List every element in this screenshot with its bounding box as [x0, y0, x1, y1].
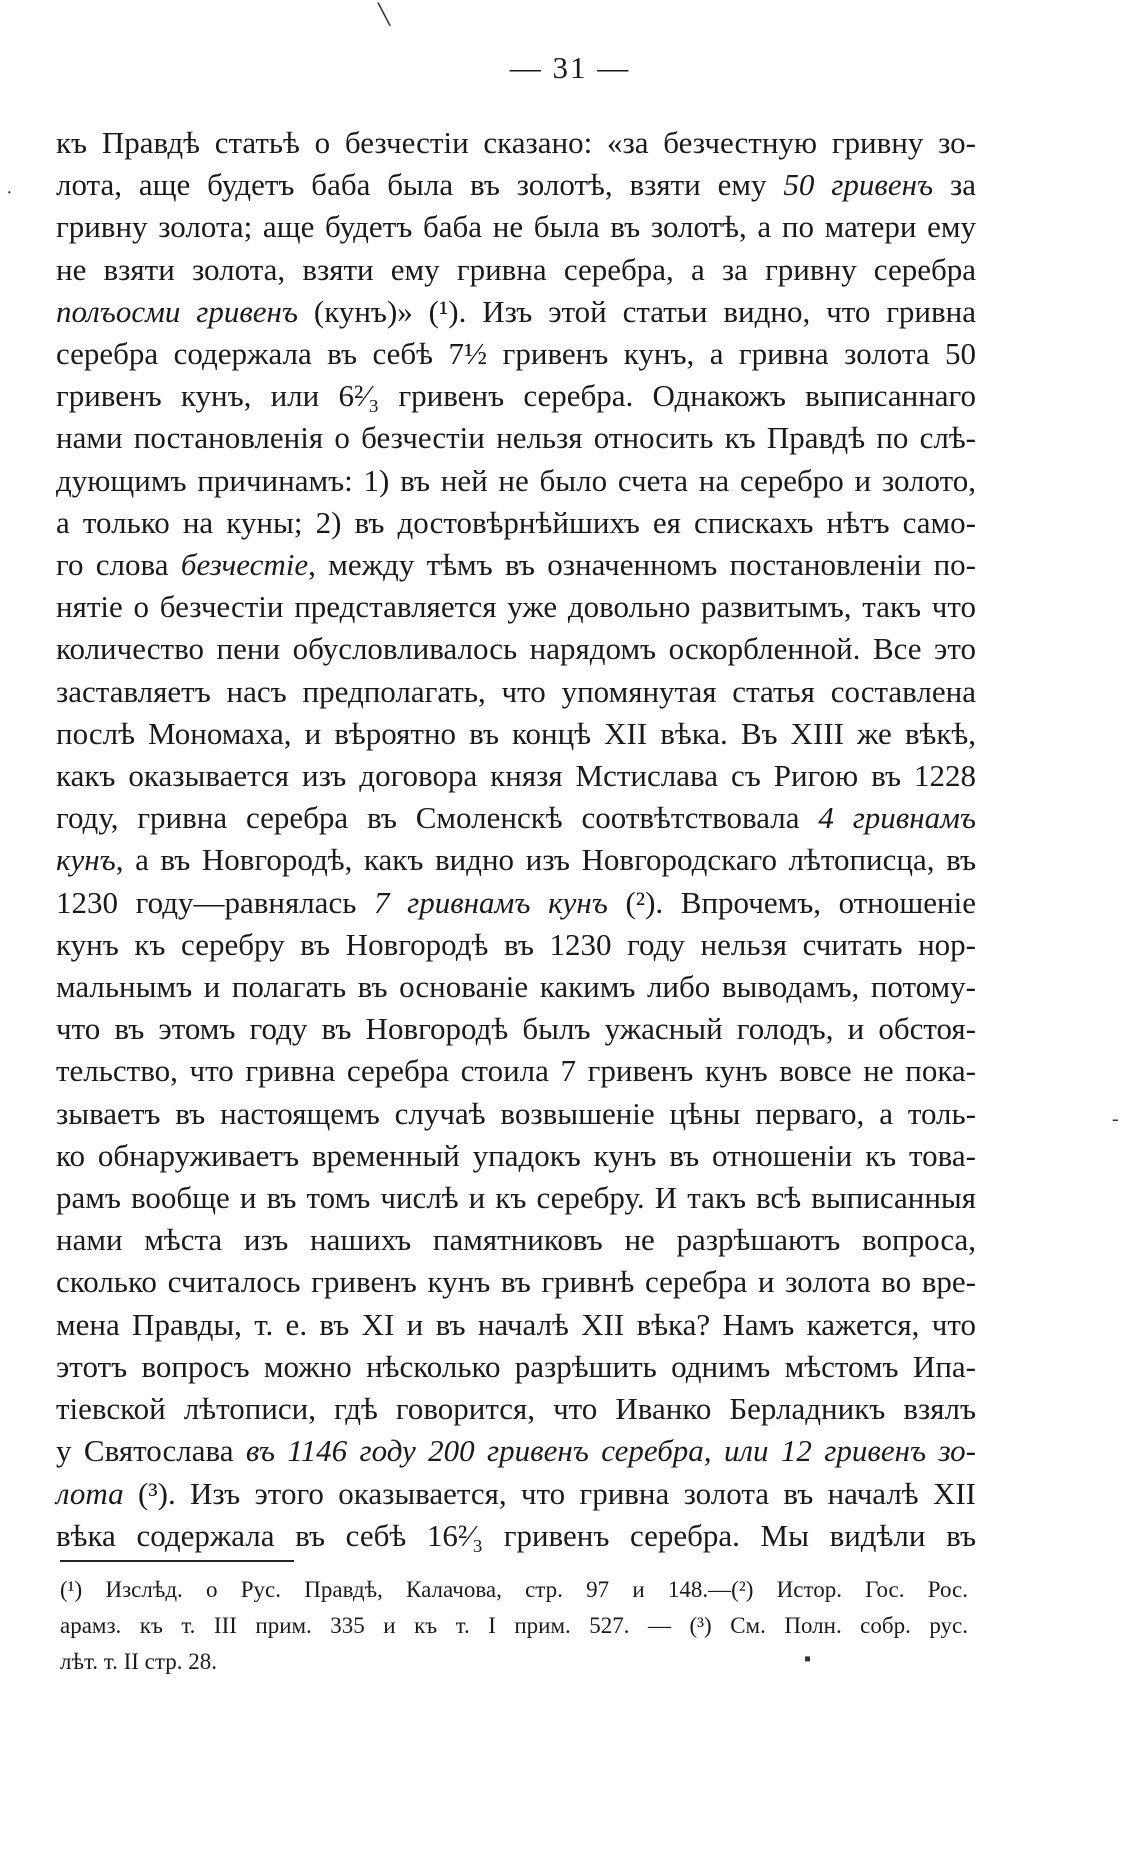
- body-line: зываетъ въ настоящемъ случаѣ возвышеніе цѣны перваго, а толь-: [56, 1095, 976, 1131]
- footnote-line: лѣт. т. II стр. 28.: [60, 1649, 217, 1674]
- body-line: какъ оказывается изъ договора князя Мстислава съ Ригою въ 1228: [56, 758, 976, 794]
- print-mark: ▪: [804, 1648, 812, 1670]
- footnote-line: (¹) Изслѣд. о Рус. Правдѣ, Калачова, стр. 97 и 148.—(²) Истор. Гос. Рос.: [60, 1577, 968, 1602]
- body-line: мена Правды, т. е. въ XI и въ началѣ XII вѣка? Намъ кажется, что: [56, 1306, 976, 1342]
- print-mark: ·: [6, 182, 13, 204]
- body-line: а только на куны; 2) въ достовѣрнѣйшихъ ея спискахъ нѣтъ само-: [56, 504, 976, 540]
- body-line: этотъ вопросъ можно нѣсколько разрѣшить однимъ мѣстомъ Ипа-: [56, 1348, 976, 1384]
- body-line: къ Правдѣ статьѣ о безчестіи сказано: «за безчестную гривну зо-: [56, 125, 976, 160]
- print-mark: ╲: [378, 4, 391, 26]
- body-line: кунъ къ серебру въ Новгородѣ въ 1230 году нельзя считать нор-: [56, 926, 976, 962]
- footnote-line: арамз. къ т. III прим. 335 и къ т. I прим. 527. — (³) См. Полн. собр. рус.: [60, 1613, 968, 1638]
- body-line: серебра содержала въ себѣ 7½ гривенъ кунъ, а гривна золота 50: [56, 336, 976, 372]
- body-line: вѣка содержала въ себѣ 16²⁄₃ гривенъ серебра. Мы видѣли въ: [56, 1517, 976, 1553]
- body-line: полъосми гривенъ (кунъ)» (¹). Изъ этой статьи видно, что гривна: [56, 293, 976, 329]
- body-text: [56, 122, 976, 1557]
- footnotes: [60, 1572, 968, 1680]
- body-line: 1230 году—равнялась 7 гривнамъ кунъ (²). Впрочемъ, отношеніе: [56, 884, 976, 920]
- body-line: рамъ вообще и въ томъ числѣ и къ серебру. И такъ всѣ выписанныя: [56, 1180, 976, 1216]
- body-line: количество пени обусловливалось нарядомъ оскорбленной. Все это: [56, 631, 976, 667]
- body-line: году, гривна серебра въ Смоленскѣ соотвѣтствовала 4 гривнамъ: [56, 800, 977, 836]
- body-line: нами постановленія о безчестіи нельзя относить къ Правдѣ по слѣ-: [56, 420, 976, 456]
- body-line: у Святослава въ 1146 году 200 гривенъ серебра, или 12 гривенъ зо-: [56, 1433, 976, 1469]
- body-line: лота (³). Изъ этого оказывается, что гривна золота въ началѣ XII: [56, 1475, 976, 1511]
- body-line: что въ этомъ году въ Новгородѣ былъ ужасный голодъ, и обстоя-: [56, 1011, 976, 1047]
- body-line: нятіе о безчестіи представляется уже довольно развитымъ, такъ что: [56, 589, 976, 625]
- page-number: — 31 —: [509, 50, 631, 85]
- footnote-divider: [60, 1560, 294, 1562]
- body-line: тельство, что гривна серебра стоила 7 гривенъ кунъ вовсе не пока-: [56, 1053, 976, 1089]
- body-line: ко обнаруживаетъ временный упадокъ кунъ въ отношеніи къ това-: [56, 1137, 976, 1173]
- body-line: гривенъ кунъ, или 6²⁄₃ гривенъ серебра. Однакожъ выписаннаго: [56, 378, 976, 414]
- body-line: дующимъ причинамъ: 1) въ ней не было счета на серебро и золото,: [56, 462, 976, 498]
- body-line: тіевской лѣтописи, гдѣ говорится, что Иванко Берладникъ взялъ: [56, 1391, 976, 1427]
- body-line: гривну золота; аще будетъ баба не была въ золотѣ, а по матери ему: [56, 209, 976, 245]
- body-line: го слова безчестіе, между тѣмъ въ означенномъ постановленіи по-: [56, 547, 976, 583]
- body-line: заставляетъ насъ предполагать, что упомянутая статья составлена: [56, 673, 976, 709]
- body-line: мальнымъ и полагать въ основаніе какимъ либо выводамъ, потому-: [56, 969, 976, 1005]
- body-line: лота, аще будетъ баба была въ золотѣ, взяти ему 50 гривенъ за: [56, 167, 976, 203]
- body-line: нами мѣста изъ нашихъ памятниковъ не разрѣшаютъ вопроса,: [56, 1222, 976, 1258]
- body-line: послѣ Мономаха, и вѣроятно въ концѣ XII вѣка. Въ XIII же вѣкѣ,: [56, 715, 976, 751]
- body-line: не взяти золота, взяти ему гривна серебра, а за гривну серебра: [56, 251, 976, 287]
- body-line: сколько считалось гривенъ кунъ въ гривнѣ серебра и золота во вре-: [56, 1264, 976, 1300]
- body-line: кунъ, а въ Новгородѣ, какъ видно изъ Новгородскаго лѣтописца, въ: [56, 842, 976, 878]
- print-mark: -: [1112, 1108, 1119, 1130]
